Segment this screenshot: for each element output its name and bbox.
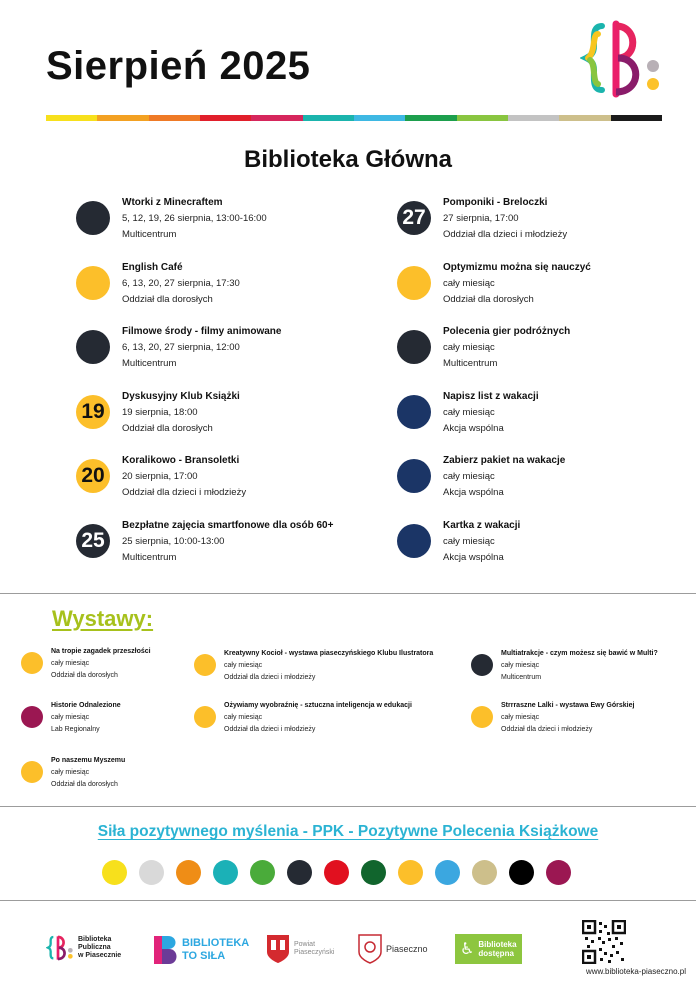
stripe-segment: [97, 115, 148, 121]
event-title: Kartka z wakacji: [443, 519, 521, 531]
exhibition-when: cały miesiąc: [224, 662, 263, 669]
stripe-segment: [508, 115, 559, 121]
event-place: Multicentrum: [122, 358, 177, 369]
powiat-coat-of-arms-icon: [266, 934, 290, 964]
library-logo-small: [46, 934, 74, 962]
event-date-circle: [397, 330, 431, 364]
library-name: Biblioteka Publiczna w Piasecznie: [78, 936, 122, 959]
bts-logo-icon: [154, 936, 178, 964]
exhibition-title: Multiatrakcje - czym możesz się bawić w Multi?: [501, 650, 658, 657]
exhibition-circle: [471, 654, 493, 676]
bts-line1: BIBLIOTEKA: [182, 937, 250, 949]
exhibition-place: Oddział dla dorosłych: [51, 672, 118, 679]
event-place: Oddział dla dorosłych: [443, 293, 534, 305]
powiat-partner-logo[interactable]: [266, 934, 334, 964]
exhibition-when: cały miesiąc: [224, 714, 263, 721]
event-item: [397, 260, 696, 316]
stripe-segment: [405, 115, 456, 121]
exhibition-title: Po naszemu Myszemu: [51, 757, 126, 764]
event-title: Filmowe środy - filmy animowane: [122, 326, 282, 337]
library-logo: [580, 20, 664, 98]
event-dates: cały miesiąc: [443, 406, 495, 418]
event-dates: 25 sierpnia, 10:00-13:00: [122, 535, 225, 547]
exhibition-title: Historie Odnalezione: [51, 702, 121, 709]
event-item: [397, 195, 696, 251]
exhibition-place: Lab Regionalny: [51, 726, 100, 733]
section-divider: [0, 593, 696, 594]
stripe-segment: [457, 115, 508, 121]
event-dates: 19 sierpnia, 18:00: [122, 406, 198, 418]
event-item: [397, 324, 696, 380]
event-date-circle: [76, 330, 110, 364]
stripe-segment: [251, 115, 302, 121]
stripe-segment: [200, 115, 251, 121]
event-title: English Café: [122, 261, 183, 273]
exhibition-circle: [194, 706, 216, 728]
stripe-segment: [611, 115, 662, 121]
exhibition-circle: [21, 706, 43, 728]
event-dates: 6, 13, 20, 27 sierpnia, 12:00: [122, 342, 240, 353]
event-date-circle: [397, 395, 431, 429]
ppk-dot: [176, 860, 201, 885]
event-item: [397, 453, 696, 509]
event-item: [76, 518, 376, 574]
powiat-name: Powiat Piaseczyński: [294, 941, 335, 956]
bts-partner-logo[interactable]: [154, 936, 249, 964]
qr-code-icon[interactable]: [582, 920, 626, 964]
page-title: Sierpień 2025: [46, 44, 311, 88]
piaseczno-coat-of-arms-icon: [358, 934, 382, 964]
exhibition-circle: [21, 652, 43, 674]
exhibition-item: [194, 648, 434, 692]
exhibition-item: [471, 648, 696, 692]
event-date-circle: [397, 524, 431, 558]
event-item: [76, 389, 376, 445]
event-date-circle: 19: [76, 395, 110, 429]
exhibition-circle: [471, 706, 493, 728]
event-item: [76, 195, 376, 251]
exhibition-title: Kreatywny Kocioł - wystawa piaseczyńskiego Klubu Ilustratora: [224, 650, 434, 657]
event-place: Oddział dla dorosłych: [122, 422, 213, 434]
event-date-circle: 25: [76, 524, 110, 558]
event-date-circle: 20: [76, 459, 110, 493]
ppk-dot: [324, 860, 349, 885]
exhibition-title: Strrraszne Lalki - wystawa Ewy Górskiej: [501, 702, 635, 709]
stripe-segment: [149, 115, 200, 121]
event-item: [76, 453, 376, 509]
event-dates: 20 sierpnia, 17:00: [122, 471, 198, 482]
accessible-library-badge[interactable]: [455, 934, 522, 964]
event-place: Multicentrum: [122, 551, 177, 563]
event-title: Koralikowo - Bransoletki: [122, 455, 240, 466]
exhibition-when: cały miesiąc: [51, 714, 90, 721]
ppk-title[interactable]: Siła pozytywnego myślenia - PPK - Pozytywne Polecenia Książkowe: [97, 823, 599, 840]
exhibition-when: cały miesiąc: [51, 660, 90, 667]
stripe-segment: [559, 115, 610, 121]
accessibility-icon: ♿: [460, 941, 475, 958]
exhibition-when: cały miesiąc: [501, 662, 540, 669]
event-date-circle: [76, 266, 110, 300]
event-place: Oddział dla dzieci i młodzieży: [122, 487, 247, 498]
ppk-dot: [546, 860, 571, 885]
event-place: Multicentrum: [122, 229, 177, 240]
event-title: Napisz list z wakacji: [443, 390, 539, 402]
event-title: Zabierz pakiet na wakacje: [443, 455, 566, 466]
exhibition-item: [194, 700, 434, 744]
exhibition-place: Oddział dla dzieci i młodzieży: [224, 726, 316, 733]
stripe-segment: [303, 115, 354, 121]
exhibition-title: Ożywiamy wyobraźnię - sztuczna inteligencja w edukacji: [224, 702, 412, 709]
event-dates: 27 sierpnia, 17:00: [443, 213, 519, 224]
event-title: Wtorki z Minecraftem: [122, 197, 223, 208]
ppk-dot: [287, 860, 312, 885]
ppk-dot: [398, 860, 423, 885]
event-date-circle: [397, 266, 431, 300]
ppk-dot: [102, 860, 127, 885]
website-link[interactable]: www.biblioteka-piaseczno.pl: [585, 967, 686, 976]
ppk-dot: [435, 860, 460, 885]
event-place: Akcja wspólna: [443, 551, 504, 563]
color-stripe: [46, 115, 662, 121]
exhibition-place: Oddział dla dzieci i młodzieży: [501, 726, 593, 733]
exhibition-circle: [21, 761, 43, 783]
event-place: Oddział dla dorosłych: [122, 293, 213, 305]
event-dates: cały miesiąc: [443, 277, 495, 289]
ppk-dot: [139, 860, 164, 885]
event-item: [76, 324, 376, 380]
exhibition-item: [471, 700, 696, 744]
event-title: Bezpłatne zajęcia smartfonowe dla osób 60+: [122, 519, 334, 531]
exhibition-circle: [194, 654, 216, 676]
event-place: Oddział dla dzieci i młodzieży: [443, 229, 568, 240]
event-title: Dyskusyjny Klub Książki: [122, 390, 240, 402]
event-dates: cały miesiąc: [443, 535, 495, 547]
event-dates: cały miesiąc: [443, 471, 495, 482]
event-date-circle: [397, 459, 431, 493]
bts-line2: TO SIŁA: [182, 950, 226, 962]
ppk-dot: [361, 860, 386, 885]
event-title: Pomponiki - Breloczki: [443, 197, 548, 208]
event-date-circle: [76, 201, 110, 235]
ppk-dot: [509, 860, 534, 885]
event-place: Akcja wspólna: [443, 487, 504, 498]
event-dates: cały miesiąc: [443, 342, 495, 353]
event-item: [397, 389, 696, 445]
event-title: Optymizmu można się nauczyć: [443, 261, 591, 273]
section-divider: [0, 806, 696, 807]
event-dates: 6, 13, 20, 27 sierpnia, 17:30: [122, 277, 240, 289]
ppk-dot: [472, 860, 497, 885]
section-divider: [0, 900, 696, 901]
stripe-segment: [46, 115, 97, 121]
ppk-dot: [213, 860, 238, 885]
exhibition-when: cały miesiąc: [501, 714, 540, 721]
stripe-segment: [354, 115, 405, 121]
section-title: Biblioteka Główna: [243, 146, 453, 173]
event-date-circle: 27: [397, 201, 431, 235]
exhibition-item: [21, 755, 261, 799]
exhibition-when: cały miesiąc: [51, 769, 90, 776]
ppk-dot: [250, 860, 275, 885]
exhibition-place: Oddział dla dorosłych: [51, 781, 118, 788]
exhibition-place: Oddział dla dzieci i młodzieży: [224, 674, 316, 681]
piaseczno-partner-logo[interactable]: [358, 934, 428, 964]
event-place: Multicentrum: [443, 358, 498, 369]
event-item: [397, 518, 696, 574]
footer: [0, 912, 696, 986]
library-partner-logo[interactable]: [46, 934, 121, 962]
event-place: Akcja wspólna: [443, 422, 504, 434]
accessible-library-label: Biblioteka dostępna: [478, 940, 517, 958]
exhibition-place: Multicentrum: [501, 674, 542, 681]
ppk-color-dots: [102, 860, 571, 885]
piaseczno-name: Piaseczno: [386, 944, 428, 954]
event-dates: 5, 12, 19, 26 sierpnia, 13:00-16:00: [122, 213, 267, 224]
exhibition-title: Na tropie zagadek przeszłości: [51, 648, 151, 655]
event-title: Polecenia gier podróżnych: [443, 326, 571, 337]
event-item: [76, 260, 376, 316]
exhibitions-title: Wystawy:: [52, 606, 154, 631]
